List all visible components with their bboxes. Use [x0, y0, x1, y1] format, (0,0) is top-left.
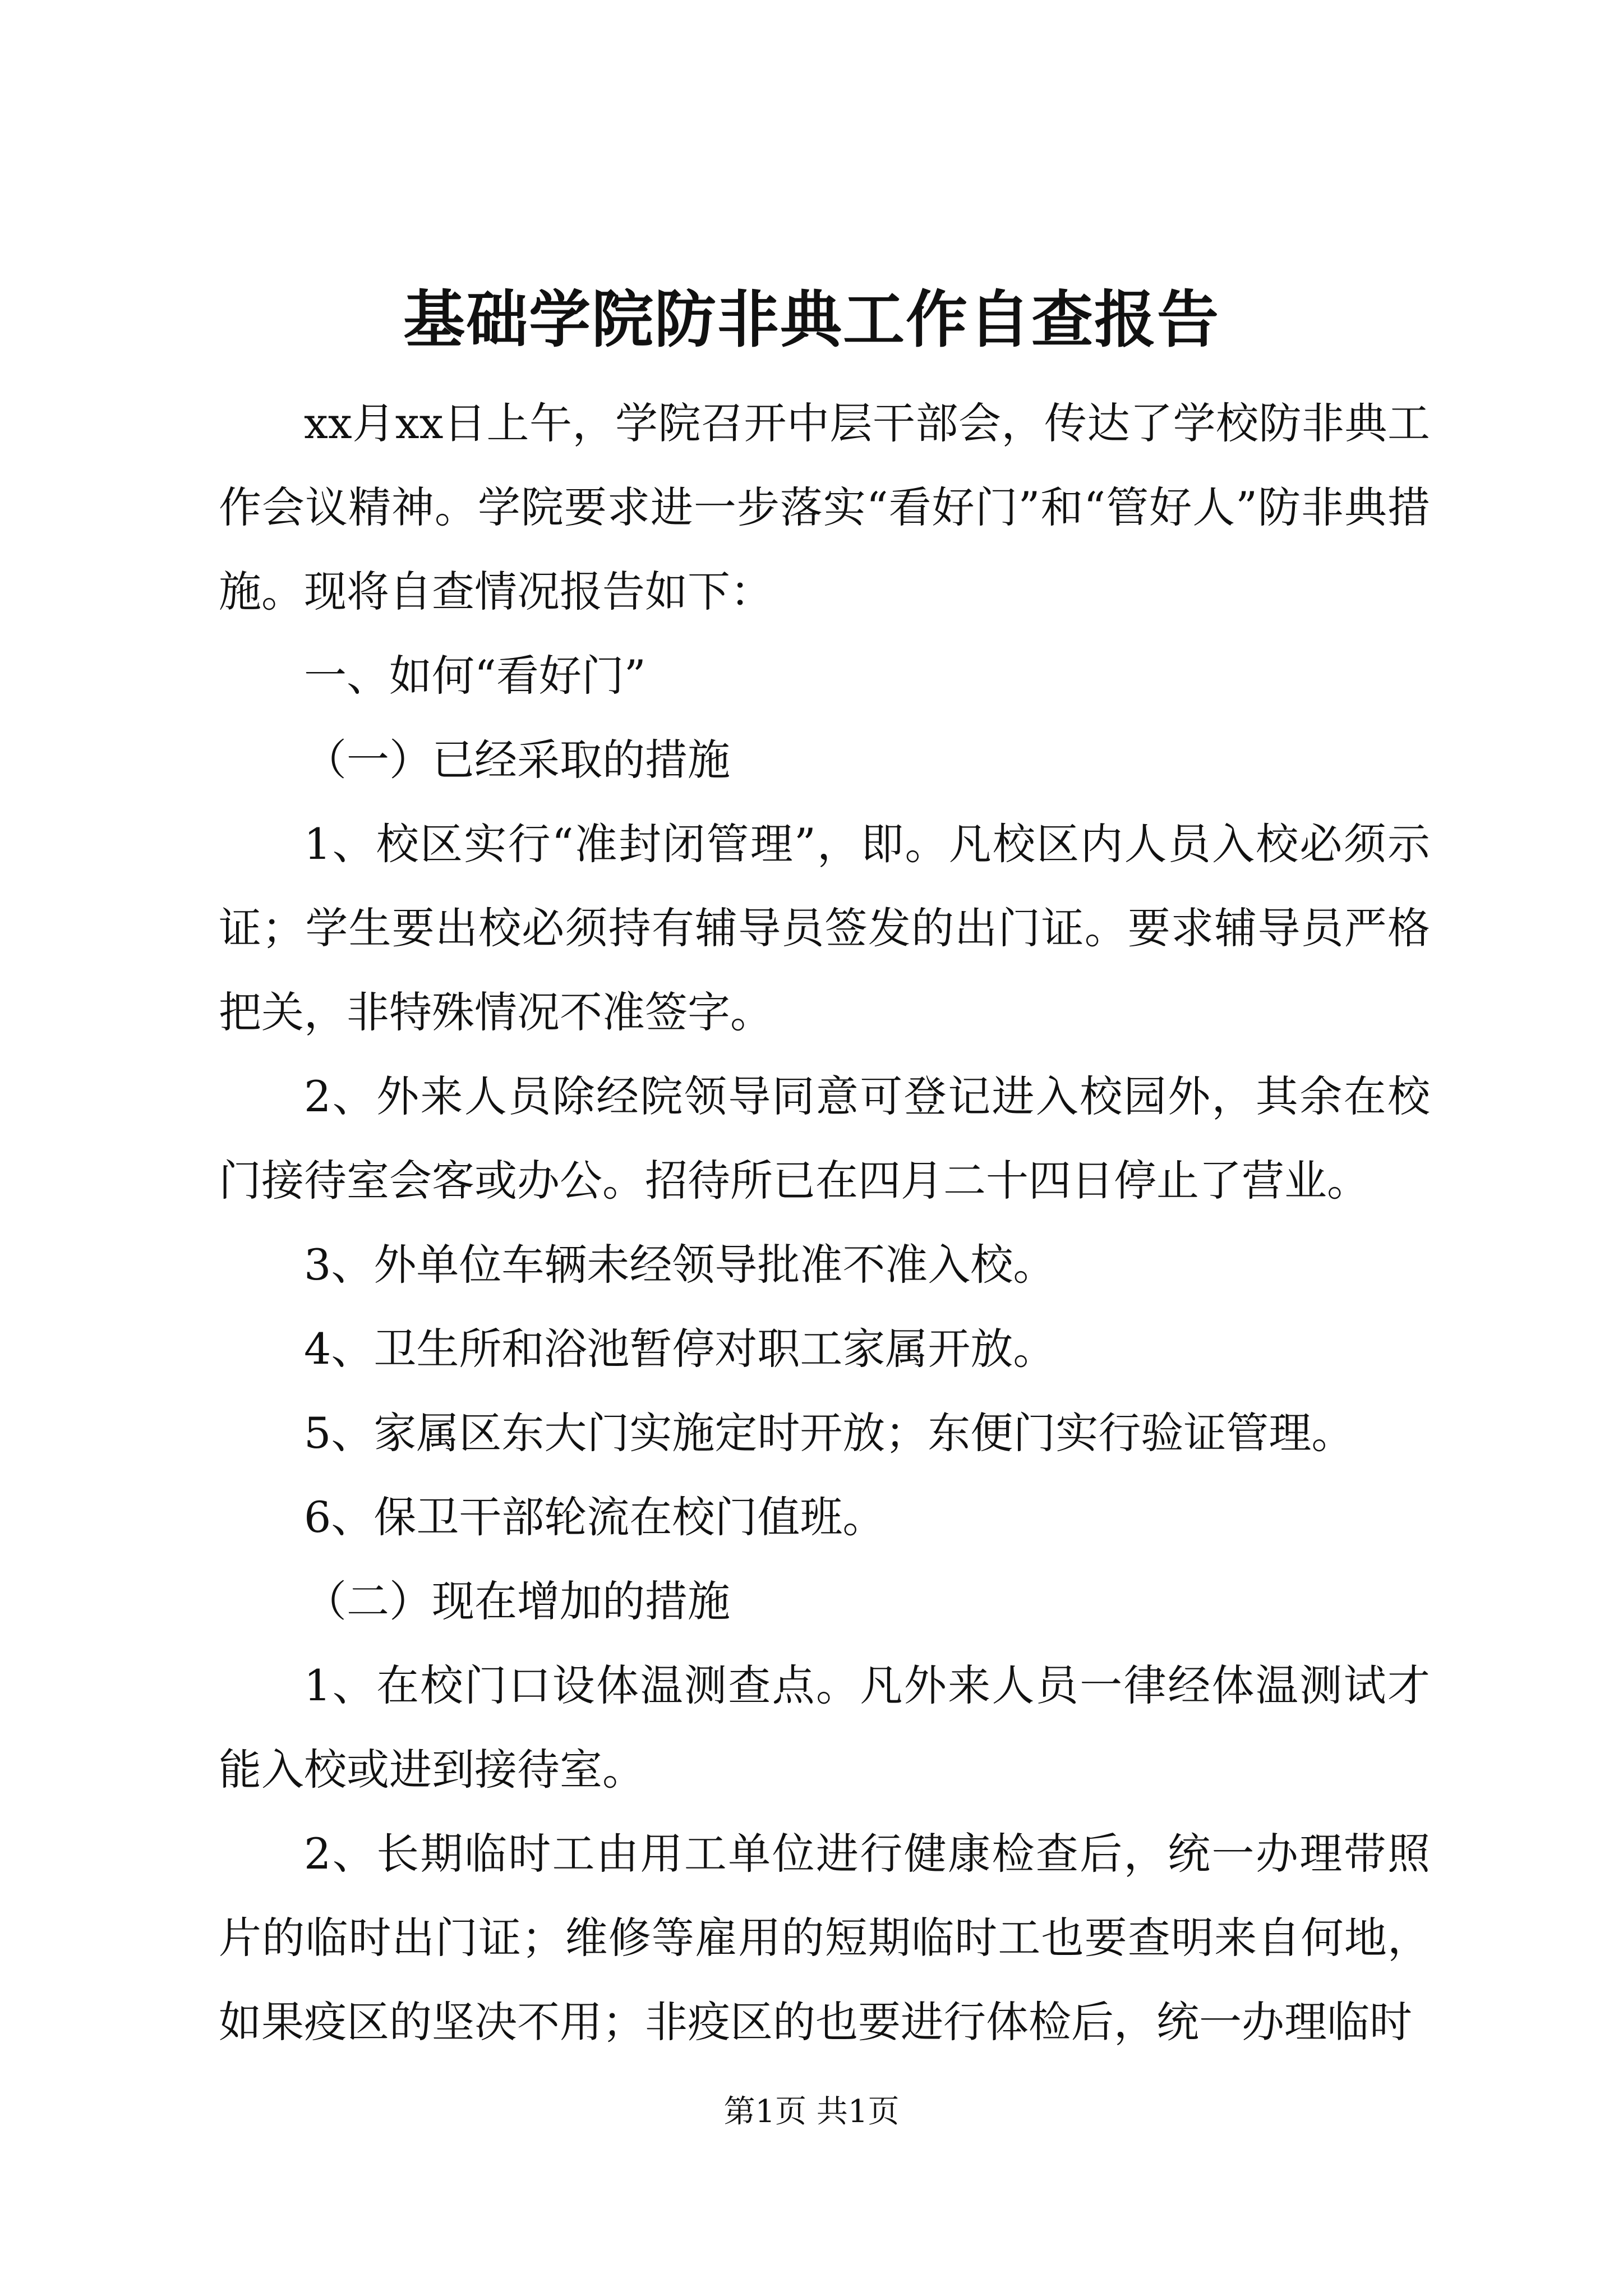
subsection-heading-2: （二）现在增加的措施 — [304, 1576, 730, 1626]
intro-paragraph: xx月xx日上午，学院召开中层干部会，传达了学校防非典工作会议精神。学院要求进一步落实“看好门”和“管好人”防非典措施。现将自查情况报告如下： — [219, 398, 1430, 616]
list-item: 2、长期临时工由用工单位进行健康检查后，统一办理带照片的临时出门证；维修等雇用的短期临时工也要查明来自何地，如果疫区的坚决不用；非疫区的也要进行体检后，统一办理临时 — [219, 1829, 1430, 2047]
document-body — [219, 381, 1430, 2064]
document-title: 基础学院防非典工作自查报告 — [403, 283, 1220, 356]
list-item: 6、保卫干部轮流在校门值班。 — [304, 1492, 886, 1542]
list-item: 5、家属区东大门实施定时开放；东便门实行验证管理。 — [304, 1408, 1354, 1458]
list-item: 3、外单位车辆未经领导批准不准入校。 — [304, 1240, 1056, 1290]
list-item: 4、卫生所和浴池暂停对职工家属开放。 — [304, 1324, 1056, 1374]
page-footer: 第1页 共1页 — [723, 2093, 900, 2130]
subsection-heading-1: （一）已经采取的措施 — [304, 735, 730, 785]
list-item: 1、在校门口设体温测查点。凡外来人员一律经体温测试才能入校或进到接待室。 — [219, 1660, 1430, 1795]
list-item: 1、校区实行“准封闭管理”，即。凡校区内人员入校必须示证；学生要出校必须持有辅导员签发的出门证。要求辅导员严格把关，非特殊情况不准签字。 — [219, 819, 1430, 1037]
section-heading-1: 一、如何“看好门” — [304, 651, 646, 701]
list-item: 2、外来人员除经院领导同意可登记进入校园外，其余在校门接待室会客或办公。招待所已在四月二十四日停止了营业。 — [219, 1071, 1430, 1205]
